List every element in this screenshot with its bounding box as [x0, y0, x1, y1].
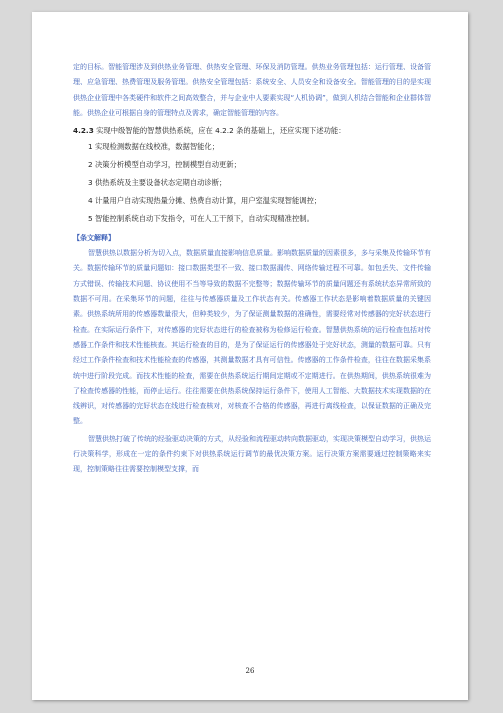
explanation-paragraph-1: 智慧供热以数据分析为切入点，数据质量直接影响信息质量。影响数据质量的因素很多，多与采集及传输环节有关。数据传输环节的质量问题如：接口数据类型不一致、接口数据漏传、网络传输过程不可靠。如包丢失、文件传输方式错误、传输技术问题、协议使用不当等导致的数据不完整等；数据传输环节的质量问题还有系统状态异常所致的数据不可用。在采集环节的问题，往往与传感器质量及工作状态有关。传感器工作状态是影响着数据质量的关键因素。供热系统所用的传感器数量很大，但种类较少，为了保证测量数据的准确性，需要经常对传感器的完好状态进行检查。在实际运行条件下，对传感器的完好状态进行的检查被称为检修运行检查。智慧供热系统的运行检查包括对传感器工作条件和技术性能核查。其运行检查的目的，是为了保证运行的传感器处于完好状态，测量的数据可靠。只有经过工作条件检查和技术性能检查的传感器，其测量数据才具有可信性。传感器的工作条件检查，往往在数据采集系统中进行阶段完成。而技术性能的检查，需要在供热系统运行期间定期或不定期进行。在供热期间，供热系统很难为了检查传感器的性能，而停止运行。往往需要在供热系统保持运行条件下，使用人工智能、大数据技术实现数据的在线辨识，对传感器的完好状态在线进行检查核对，对核查不合格的传感器，再进行离线检查，以保证数据的正确及完整。	[73, 249, 431, 426]
clause-item-list	[73, 138, 431, 228]
clause-item: 5 智能控制系统自动下发指令，可在人工干预下，自动实现精准控制。	[88, 214, 314, 224]
clause-text: 实现中级智能的智慧供热系统，应在 4.2.2 条的基础上，还应实现下述功能：	[96, 126, 346, 136]
document-page	[32, 12, 468, 700]
page-number: 26	[245, 667, 255, 675]
clause-item: 2 决策分析模型自动学习，控制模型自动更新；	[88, 160, 241, 170]
clause-number: 4.2.3	[73, 126, 94, 136]
clause-item: 1 实现检测数据在线校准，数据智能化；	[88, 142, 220, 152]
page-content	[73, 60, 431, 478]
clause-item: 4 计量用户自动实现热量分摊、热费自动计算，用户室温实现智能调控；	[88, 196, 322, 206]
clause-4-2-3	[73, 123, 431, 138]
intro-paragraph: 定的目标。智能管理涉及到供热业务管理、供热安全管理、环保及消防管理。供热业务管理包括：运行管理、设备管理、应急管理、热费管理及服务管理。供热安全管理包括：系统安全、人员安全和设备安全。智能管理的目的是实现供热企业管理中各类硬件和软件之间高效整合，并与企业中人要素实现“人机协调”，做到人机结合智能和企业群体智能。供热企业可根据自身的管理特点及需求，确定智能管理的内容。	[73, 63, 431, 117]
explanation-paragraph-2: 智慧供热打破了传统的经验驱动决策的方式，从经验和流程驱动转向数据驱动，实现决策模型自动学习，供热运行决策科学，形成在一定的条件约束下对供热系统运行调节的最优决策方案。运行决策方案需要通过控制策略来实现，控制策略往往需要控制模型支撑，而	[73, 434, 431, 474]
clause-item: 3 供热系统及主要设备状态定期自动诊断；	[88, 178, 227, 188]
explanation-tag: 【条文解释】	[73, 234, 115, 243]
